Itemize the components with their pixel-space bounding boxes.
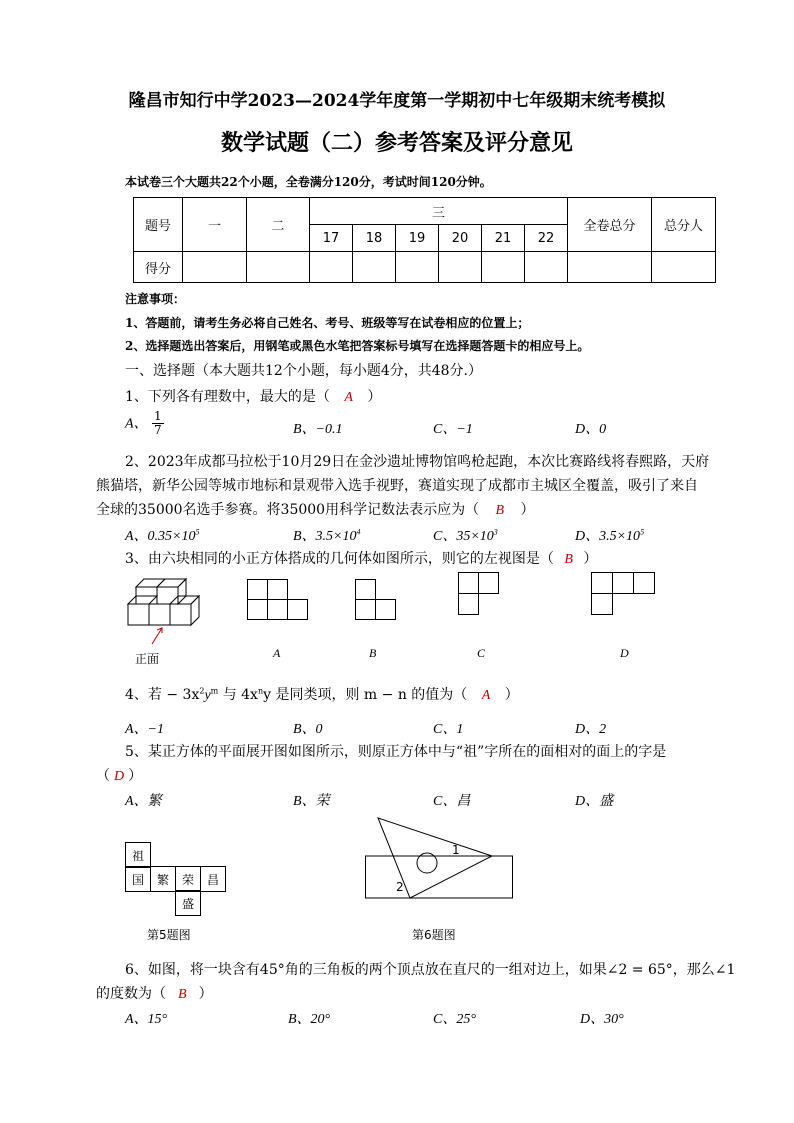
- question-3: 3、由六块相同的小正方体搭成的几何体如图所示，则它的左视图是（ B ）: [125, 551, 598, 567]
- q6-option-c: C、25°: [433, 1012, 476, 1027]
- net-face-sheng: 盛: [175, 890, 201, 916]
- q1-option-b: B、−0.1: [293, 422, 343, 437]
- q6-angle-2-label: 2: [396, 880, 404, 894]
- q6-figure-caption: 第6题图: [412, 928, 456, 942]
- score-cell: [396, 252, 439, 283]
- col-scorer: 总分人: [652, 198, 716, 252]
- q3-option-b-figure: [355, 579, 397, 621]
- q6-option-b: B、20°: [288, 1012, 331, 1027]
- q3-option-a-figure: [247, 579, 307, 621]
- exam-intro: 本试卷三个大题共22个小题，全卷满分120分，考试时间120分钟。: [125, 175, 492, 189]
- sub-col-21: 21: [482, 225, 525, 252]
- net-face-chang: 昌: [200, 866, 226, 892]
- q6-option-d: D、30°: [580, 1012, 624, 1027]
- question-2-line1: 2、2023年成都马拉松于10月29日在金沙遗址博物馆鸣枪起跑，本次比赛路线将春熙路，天府: [125, 454, 710, 470]
- q3-option-c-figure: [458, 572, 500, 616]
- question-2-line3: 全球的35000名选手参赛。将35000用科学记数法表示应为（ B ）: [96, 502, 535, 518]
- q3-label-c: C: [477, 646, 486, 660]
- score-cell: [310, 252, 353, 283]
- q2-option-d: D、$3.5\times 10^5$: [575, 527, 645, 544]
- sub-col-19: 19: [396, 225, 439, 252]
- q6-angle-1-label: 1: [452, 843, 460, 857]
- net-face-guo: 国: [125, 866, 151, 892]
- question-4-answer: A: [481, 688, 491, 703]
- q1-option-a: A、 $\frac{1}{7}$: [125, 409, 162, 437]
- question-4: 4、若 − $3x^2y^m$ 与 $4x^ny$ 是同类项，则 m − n 的值为（ A ）: [125, 686, 519, 703]
- q3-front-label: 正面: [135, 652, 160, 666]
- col-section-3: 三: [310, 198, 568, 225]
- score-cell: [482, 252, 525, 283]
- fraction-one-seventh: $\frac{1}{7}$: [154, 409, 162, 437]
- q1-option-d: D、0: [575, 422, 607, 437]
- score-cell: [525, 252, 568, 283]
- q3-cube-solid-figure: [120, 572, 210, 632]
- score-cell: [439, 252, 482, 283]
- row-label-score: 得分: [134, 252, 183, 283]
- question-1-text: 1、下列各有理数中，最大的是（: [125, 389, 330, 405]
- net-face-fan: 繁: [150, 866, 176, 892]
- q3-option-d-figure: [591, 572, 657, 616]
- question-6-line2: 的度数为（ B ）: [96, 986, 213, 1002]
- q3-label-a: A: [273, 646, 281, 660]
- question-1-close: ）: [367, 389, 382, 405]
- q4-option-c: C、1: [433, 722, 464, 737]
- question-2-line2: 熊猫塔，新华公园等城市地标和景观带入选手视野，赛道实现了成都市主城区全覆盖，吸引了来自: [96, 478, 698, 494]
- section-1-heading: 一、选择题（本大题共12个小题，每小题4分，共48分.）: [125, 363, 482, 379]
- question-6-answer: B: [178, 987, 187, 1002]
- score-table: [133, 197, 716, 283]
- notes-heading: 注意事项：: [125, 292, 186, 306]
- q4-option-d: D、2: [575, 722, 607, 737]
- net-face-rong: 荣: [175, 866, 201, 892]
- q3-label-d: D: [620, 646, 629, 660]
- question-1: [125, 386, 381, 406]
- question-5-answer: D: [114, 769, 125, 784]
- q5-option-b: B、荣: [293, 794, 330, 809]
- sub-col-18: 18: [353, 225, 396, 252]
- col-section-1: 一: [183, 198, 247, 252]
- score-cell: [353, 252, 396, 283]
- row-label-question-number: 题号: [134, 198, 183, 252]
- question-1-answer: A: [344, 390, 353, 405]
- q4-option-b: B、0: [293, 722, 323, 737]
- q1-option-c: C、−1: [433, 422, 473, 437]
- q5-figure-caption: 第5题图: [147, 928, 191, 942]
- note-1: 1、答题前，请考生务必将自己姓名、考号、班级等写在试卷相应的位置上；: [125, 316, 530, 330]
- score-cell: [652, 252, 716, 283]
- q4-option-a: A、−1: [125, 722, 164, 737]
- q5-option-a: A、繁: [125, 794, 162, 809]
- sub-col-17: 17: [310, 225, 353, 252]
- q5-option-c: C、昌: [433, 794, 471, 809]
- q5-option-d: D、盛: [575, 794, 614, 809]
- q6-ruler-triangle-figure: [365, 818, 515, 900]
- question-2-answer: B: [495, 503, 505, 518]
- q5-cube-net: [125, 842, 225, 914]
- score-cell: [183, 252, 247, 283]
- q3-label-b: B: [369, 646, 377, 660]
- net-face-zu: 祖: [125, 842, 151, 868]
- question-5-line2: （ D ）: [96, 768, 143, 784]
- question-6-line1: 6、如图，将一块含有45°角的三角板的两个顶点放在直尺的一组对边上，如果∠2 = 65°，那么∠1: [125, 962, 736, 978]
- col-total-score: 全卷总分: [568, 198, 652, 252]
- q2-option-a: A、$0.35\times 10^5$: [125, 527, 200, 544]
- exam-title-line1: 隆昌市知行中学2023—2024学年度第一学期初中七年级期末统考模拟: [128, 91, 666, 111]
- note-2: 2、选择题选出答案后，用钢笔或黑色水笔把答案标号填写在选择题答题卡的相应号上。: [125, 339, 590, 353]
- exam-title-line2: 数学试题（二）参考答案及评分意见: [220, 130, 573, 156]
- score-cell: [247, 252, 310, 283]
- q6-option-a: A、15°: [125, 1012, 168, 1027]
- sub-col-22: 22: [525, 225, 568, 252]
- sub-col-20: 20: [439, 225, 482, 252]
- question-3-answer: B: [564, 552, 573, 567]
- col-section-2: 二: [247, 198, 310, 252]
- score-cell: [568, 252, 652, 283]
- q2-option-b: B、$3.5\times 10^4$: [293, 527, 361, 544]
- q2-option-c: C、$35\times 10^3$: [433, 527, 498, 544]
- question-5-line1: 5、某正方体的平面展开图如图所示，则原正方体中与“祖”字所在的面相对的面上的字是: [125, 744, 667, 760]
